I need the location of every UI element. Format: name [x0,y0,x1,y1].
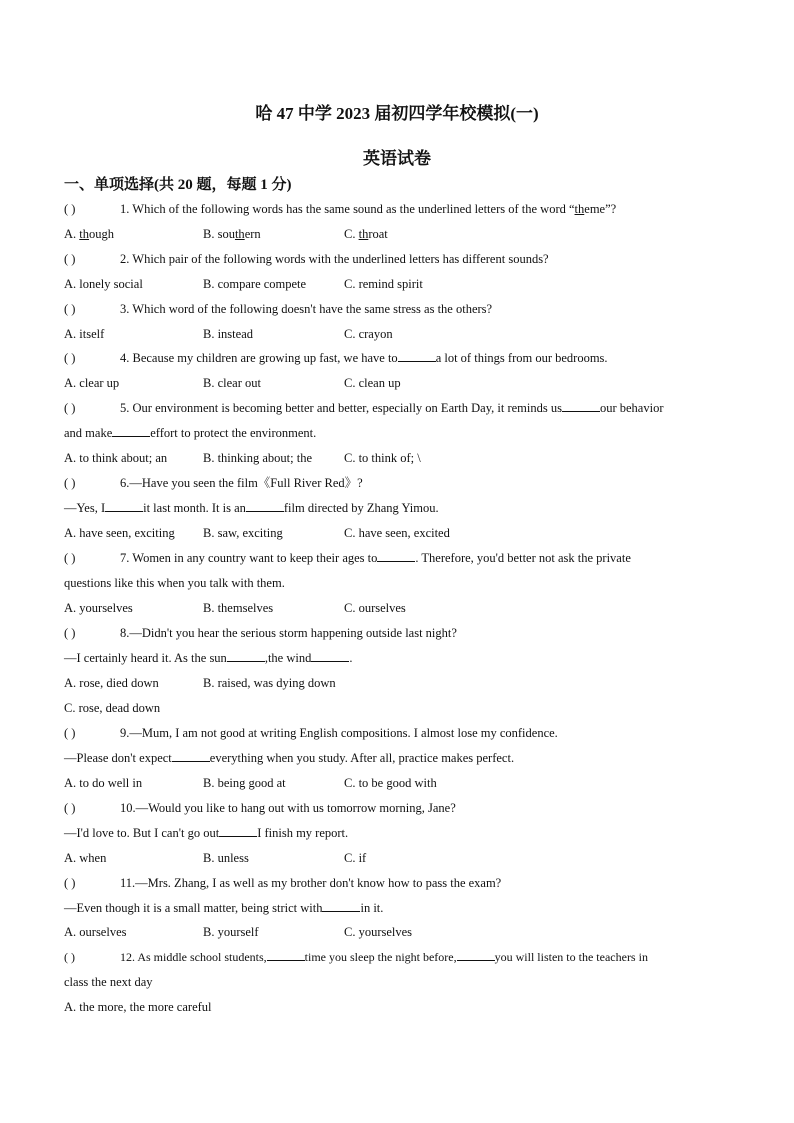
question-5: ( ) 5. Our environment is becoming better and better, especially on Earth Day, it reminds us our behavior [64,401,664,415]
option-a: A. ourselves [64,925,127,939]
question-4: ( ) 4. Because my children are growing up fast, we have to a lot of things from our bedrooms. [64,351,608,365]
question-11-line-2: —Even though it is a small matter, being strict with in it. [64,901,384,915]
option-b: B. instead [203,327,253,341]
option-b: B. unless [203,851,249,865]
option-a: A. clear up [64,376,120,390]
option-a: A. though [64,227,115,241]
question-8: ( ) 8.—Didn't you hear the serious storm happening outside last night? [64,626,457,640]
answer-blank [562,400,600,412]
question-number: 1. [120,202,130,216]
option-c: C. rose, dead down [64,701,161,715]
option-a: A. lonely social [64,277,143,291]
option-a: A. rose, died down [64,676,159,690]
option-a: A. have seen, exciting [64,526,175,540]
option-c: C. have seen, excited [344,526,450,540]
question-10-line-2: —I'd love to. But I can't go out I finish my report. [64,826,349,840]
question-9: ( ) 9.—Mum, I am not good at writing English compositions. I almost lose my confidence. [64,726,558,740]
question-12-line-2: class the next day [64,975,153,989]
answer-blank [112,425,150,437]
answer-blank [457,949,495,961]
option-a: A. when [64,851,107,865]
question-11: ( ) 11.—Mrs. Zhang, I as well as my brother don't know how to pass the exam? [64,876,502,890]
option-b: B. southern [203,227,261,241]
answer-blank [227,650,265,662]
exam-title: 哈 47 中学 2023 届初四学年校模拟(一) [255,104,539,123]
question-text-end: eme”? [584,202,617,216]
answer-blank [246,500,284,512]
question-5-line-2: and make effort to protect the environment. [64,426,317,440]
option-b: B. clear out [203,376,261,390]
question-text: 2. Which pair of the following words with the underlined letters has different sounds? [120,252,549,266]
question-7-line-2: questions like this when you talk with them. [64,576,285,590]
answer-blank [322,900,360,912]
question-6-line-2: —Yes, I it last month. It is an film directed by Zhang Yimou. [64,501,439,515]
option-b: B. yourself [203,925,259,939]
question-12: ( ) 12. As middle school students, time you sleep the night before, you will listen to the teachers in [64,950,648,964]
option-b: B. raised, was dying down [203,676,336,690]
question-3: ( ) 3. Which word of the following doesn't have the same stress as the others? [64,302,493,316]
option-a: A. itself [64,327,105,341]
question-text: 3. Which word of the following doesn't have the same stress as the others? [120,302,493,316]
answer-blank [172,750,210,762]
option-a: A. yourselves [64,601,133,615]
question-6: ( ) 6.—Have you seen the film《Full River Red》? [64,476,363,490]
option-c: C. if [344,851,367,865]
question-1 [64,201,616,217]
option-c: C. to think of; \ [344,451,421,465]
option-c: C. to be good with [344,776,437,790]
underlined-letters: th [574,202,585,216]
option-c: C. throat [344,227,388,241]
option-c: C. crayon [344,327,393,341]
option-a: A. to think about; an [64,451,168,465]
option-c: C. yourselves [344,925,413,939]
option-a: A. to do well in [64,776,143,790]
option-c: C. ourselves [344,601,406,615]
answer-blank [267,949,305,961]
option-a: A. the more, the more careful [64,1000,212,1014]
answer-paren: ( ) [64,202,76,216]
exam-subtitle: 英语试卷 [363,149,431,168]
option-b: B. being good at [203,776,286,790]
option-b: B. themselves [203,601,274,615]
answer-blank [311,650,349,662]
option-c: C. clean up [344,376,401,390]
option-b: B. thinking about; the [203,451,313,465]
answer-blank [398,350,436,362]
answer-blank [219,825,257,837]
option-b: B. saw, exciting [203,526,283,540]
option-b: B. compare compete [203,277,307,291]
question-10: ( ) 10.—Would you like to hang out with us tomorrow morning, Jane? [64,801,456,815]
question-9-line-2: —Please don't expect everything when you study. After all, practice makes perfect. [64,751,515,765]
question-2: ( ) 2. Which pair of the following words with the underlined letters has different sounds? [64,252,549,266]
answer-blank [105,500,143,512]
question-8-line-2: —I certainly heard it. As the sun ,the wind . [64,651,353,665]
option-c: C. remind spirit [344,277,423,291]
answer-blank [377,550,415,562]
question-text: Which of the following words has the same sound as the underlined letters of the word “ [132,202,575,216]
section-heading: 一、单项选择(共 20 题，每题 1 分) [64,177,292,193]
question-7: ( ) 7. Women in any country want to keep their ages to . Therefore, you'd better not ask the private [64,551,631,565]
